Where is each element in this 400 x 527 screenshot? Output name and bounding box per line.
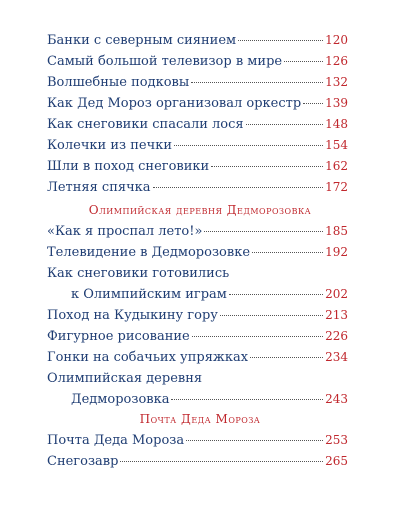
dot-leader bbox=[211, 166, 323, 167]
toc-entry[interactable] bbox=[47, 135, 348, 156]
dot-leader bbox=[186, 440, 323, 441]
toc-entry[interactable] bbox=[47, 430, 348, 451]
dot-leader bbox=[303, 103, 323, 104]
toc-entry[interactable] bbox=[47, 242, 348, 263]
entry-page: 126 bbox=[325, 54, 348, 68]
entry-title: Летняя спячка bbox=[47, 180, 151, 195]
entry-page: 226 bbox=[325, 329, 348, 343]
toc-entry[interactable] bbox=[47, 221, 348, 242]
toc-section-3 bbox=[47, 430, 348, 472]
entry-title: Колечки из печки bbox=[47, 138, 172, 153]
entry-title: Телевидение в Дедморозовке bbox=[47, 245, 251, 260]
toc-section-1 bbox=[47, 30, 348, 198]
entry-page: 253 bbox=[325, 433, 348, 447]
entry-title: Олимпийская деревня bbox=[47, 371, 203, 386]
dot-leader bbox=[204, 231, 323, 232]
toc-entry[interactable] bbox=[47, 30, 348, 51]
entry-page: 185 bbox=[325, 224, 348, 238]
dot-leader bbox=[191, 82, 323, 83]
entry-page: 132 bbox=[325, 75, 348, 89]
toc-entry[interactable] bbox=[47, 177, 348, 198]
entry-page: 265 bbox=[325, 454, 348, 468]
toc-entry[interactable] bbox=[47, 156, 348, 177]
entry-page: 172 bbox=[325, 180, 348, 194]
dot-leader bbox=[252, 252, 323, 253]
dot-leader bbox=[153, 187, 324, 188]
toc-entry[interactable] bbox=[47, 93, 348, 114]
entry-page: 148 bbox=[325, 117, 348, 131]
toc-entry[interactable] bbox=[47, 51, 348, 72]
entry-title: Как снеговики готовились bbox=[47, 266, 230, 281]
entry-title: Самый большой телевизор в мире bbox=[47, 54, 283, 69]
entry-title-continued: к Олимпийским играм bbox=[71, 287, 227, 302]
dot-leader bbox=[238, 40, 323, 41]
dot-leader bbox=[220, 315, 323, 316]
entry-title: Шли в поход снеговики bbox=[47, 159, 210, 174]
dot-leader bbox=[120, 461, 323, 462]
entry-page: 154 bbox=[325, 138, 348, 152]
toc-entry-line-2[interactable] bbox=[47, 389, 348, 410]
entry-title: Почта Деда Мороза bbox=[47, 433, 185, 448]
entry-title: Как Дед Мороз организовал оркестр bbox=[47, 96, 302, 111]
entry-page: 213 bbox=[325, 308, 348, 322]
entry-page: 139 bbox=[325, 96, 348, 110]
entry-title: Снегозавр bbox=[47, 454, 119, 469]
entry-page: 192 bbox=[325, 245, 348, 259]
toc-entry[interactable] bbox=[47, 451, 348, 472]
toc-entry-line-1[interactable] bbox=[47, 368, 348, 389]
dot-leader bbox=[171, 399, 323, 400]
entry-page: 202 bbox=[325, 287, 348, 301]
toc-entry[interactable] bbox=[47, 326, 348, 347]
toc-entry[interactable] bbox=[47, 114, 348, 135]
entry-title: Как снеговики спасали лося bbox=[47, 117, 244, 132]
toc-section-2 bbox=[47, 221, 348, 410]
dot-leader bbox=[229, 294, 323, 295]
entry-title: Банки с северным сиянием bbox=[47, 33, 237, 48]
dot-leader bbox=[174, 145, 323, 146]
entry-title: Волшебные подковы bbox=[47, 75, 190, 90]
toc-entry-line-1[interactable] bbox=[47, 263, 348, 284]
dot-leader bbox=[250, 357, 323, 358]
dot-leader bbox=[192, 336, 323, 337]
section-heading: Олимпийская деревня Дедморозовка bbox=[88, 203, 312, 217]
entry-page: 120 bbox=[325, 33, 348, 47]
entry-page: 234 bbox=[325, 350, 348, 364]
entry-title: Гонки на собачьих упряжках bbox=[47, 350, 249, 365]
entry-title: «Как я проспал лето!» bbox=[47, 224, 203, 239]
dot-leader bbox=[284, 61, 323, 62]
entry-page: 243 bbox=[325, 392, 348, 406]
toc-entry[interactable] bbox=[47, 305, 348, 326]
entry-title: Фигурное рисование bbox=[47, 329, 190, 344]
section-heading: Почта Деда Мороза bbox=[139, 412, 261, 426]
entry-page: 162 bbox=[325, 159, 348, 173]
entry-title: Поход на Кудыкину гору bbox=[47, 308, 218, 323]
toc-entry[interactable] bbox=[47, 347, 348, 368]
toc-entry-line-2[interactable] bbox=[47, 284, 348, 305]
entry-title-continued: Дедморозовка bbox=[71, 392, 170, 407]
dot-leader bbox=[246, 124, 323, 125]
toc-entry[interactable] bbox=[47, 72, 348, 93]
